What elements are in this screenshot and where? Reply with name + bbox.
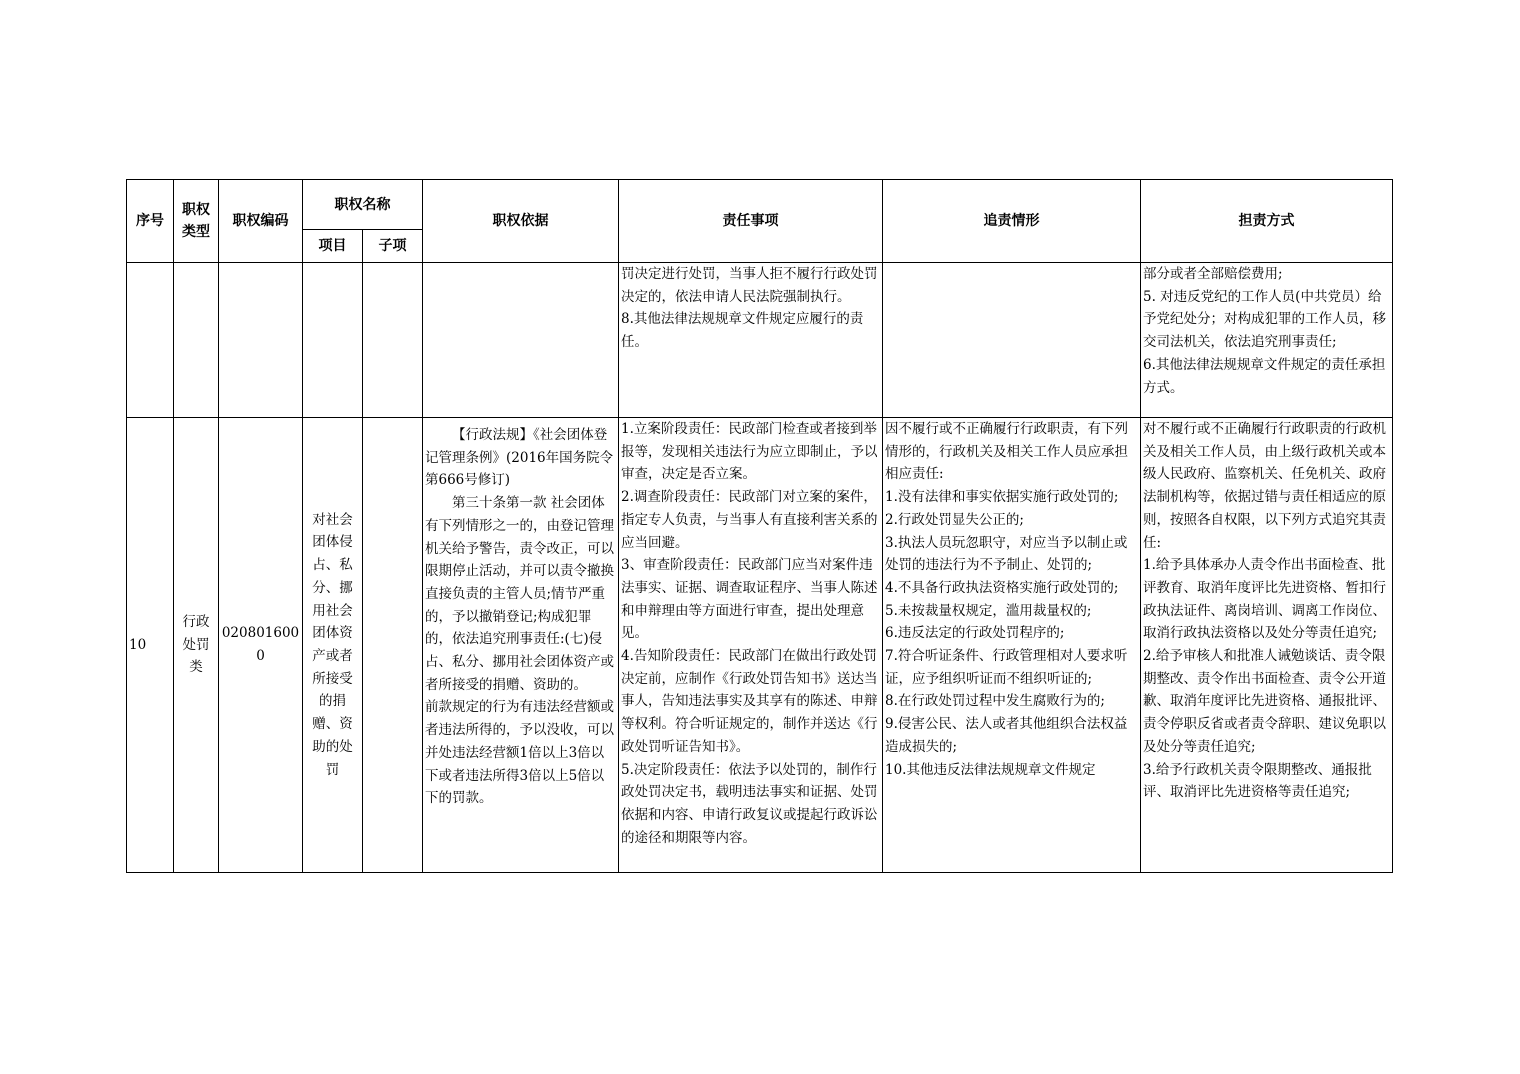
header-project: 项目 [303,230,363,263]
accountability-line: 9.侵害公民、法人或者其他组织合法权益造成损失的; [885,716,1128,755]
header-accountability: 追责情形 [883,180,1141,263]
row10-accountability [883,418,1141,873]
basis-paragraph-2: 第三十条第一款 社会团体有下列情形之一的，由登记管理机关给予警告，责令改正，可以限期停止活动，并可以责令撤换直接负责的主管人员;情节严重的，予以撤销登记;构成犯罪的，依法追究刑事责任:(七)侵占、私分、挪用社会团体资产或者所接受的捐赠、资助的。 [425,495,614,693]
table-row-continued [127,263,1393,418]
accountability-line: 10.其他违反法律法规规章文件规定 [885,761,1096,778]
cont-accountability [883,263,1141,418]
accountability-line: 6.违反法定的行政处罚程序的; [885,625,1065,642]
header-row-1 [127,180,1393,230]
cont-seq [127,263,174,418]
cont-project [303,263,363,418]
row10-subitem [363,418,423,873]
row10-method [1141,418,1393,873]
accountability-line: 3.执法人员玩忽职守，对应当予以制止或处罚的违法行为不予制止、处罚的; [885,534,1128,574]
basis-paragraph-3: 前款规定的行为有违法经营额或者违法所得的，予以没收，可以并处违法经营额1倍以上3倍以下或者违法所得3倍以上5倍以下的罚款。 [425,699,614,807]
cont-subitem [363,263,423,418]
cont-method-line: 6.其他法律法规规章文件规定的责任承担方式。 [1143,356,1386,396]
table-row-10 [127,418,1393,873]
accountability-line: 5.未按裁量权规定，滥用裁量权的; [885,602,1092,619]
basis-paragraph-1: 【行政法规】《社会团体登记管理条例》(2016年国务院令第666号修订) [425,427,614,489]
header-method: 担责方式 [1141,180,1393,263]
cont-code [219,263,303,418]
row10-code: 0208016000 [219,418,303,873]
cont-method [1141,263,1393,418]
cont-duty [619,263,883,418]
row10-project: 对社会团体侵占、私分、挪用社会团体资产或者所接受的捐赠、资助的处罚 [303,418,363,873]
row10-duty [619,418,883,873]
duty-line: 3、审查阶段责任：民政部门应当对案件违法事实、证据、调查取证程序、当事人陈述和申辩理由等方面进行审查，提出处理意见。 [621,557,878,642]
duty-line: 2.调查阶段责任：民政部门对立案的案件，指定专人负责，与当事人有直接利害关系的应当回避。 [621,489,878,551]
method-line: 对不履行或不正确履行行政职责的行政机关及相关工作人员，由上级行政机关或本级人民政府、监察机关、任免机关、政府法制机构等，依据过错与责任相适应的原则，按照各自权限，以下列方式追究其责任: [1143,421,1386,551]
duty-line: 1.立案阶段责任：民政部门检查或者接到举报等，发现相关违法行为应立即制止，予以审查，决定是否立案。 [621,421,878,483]
row10-basis [423,418,619,873]
accountability-line: 因不履行或不正确履行行政职责，有下列情形的，行政机关及相关工作人员应承担相应责任: [885,421,1128,483]
power-list-table [126,179,1393,873]
header-duty: 责任事项 [619,180,883,263]
accountability-line: 2.行政处罚显失公正的; [885,511,1024,528]
cont-duty-line: 8.其他法律法规规章文件规定应履行的责任。 [621,311,864,351]
accountability-line: 4.不具备行政执法资格实施行政处罚的; [885,579,1119,596]
header-name-group: 职权名称 [303,180,423,230]
header-seq: 序号 [127,180,174,263]
accountability-line: 1.没有法律和事实依据实施行政处罚的; [885,489,1119,506]
header-code: 职权编码 [219,180,303,263]
cont-method-line: 部分或者全部赔偿费用; [1143,266,1283,282]
cont-duty-line: 罚决定进行处罚，当事人拒不履行行政处罚决定的，依法申请人民法院强制执行。 [621,266,878,305]
accountability-line: 8.在行政处罚过程中发生腐败行为的; [885,693,1105,710]
duty-line: 4.告知阶段责任：民政部门在做出行政处罚决定前，应制作《行政处罚告知书》送达当事人，告知违法事实及其享有的陈述、申辩等权利。符合听证规定的，制作并送达《行政处罚听证告知书》。 [621,648,878,755]
cont-basis [423,263,619,418]
method-line: 2.给予审核人和批准人诫勉谈话、责令限期整改、责令作出书面检查、责令公开道歉、取消年度评比先进资格、通报批评、责令停职反省或者责令辞职、建议免职以及处分等责任追究; [1143,648,1386,755]
header-type: 职权类型 [174,180,219,263]
header-basis: 职权依据 [423,180,619,263]
row10-seq: 10 [127,418,174,873]
cont-type [174,263,219,418]
method-line: 1.给予具体承办人责令作出书面检查、批评教育、取消年度评比先进资格、暂扣行政执法证件、离岗培训、调离工作岗位、取消行政执法资格以及处分等责任追究; [1143,557,1386,642]
accountability-line: 7.符合听证条件、行政管理相对人要求听证，应予组织听证而不组织听证的; [885,648,1128,687]
method-line: 3.给予行政机关责令限期整改、通报批评、取消评比先进资格等责任追究; [1143,761,1372,801]
duty-line: 5.决定阶段责任：依法予以处罚的，制作行政处罚决定书，载明违法事实和证据、处罚依据和内容、申请行政复议或提起行政诉讼的途径和期限等内容。 [621,761,878,846]
cont-method-line: 5. 对违反党纪的工作人员(中共党员）给予党纪处分；对构成犯罪的工作人员，移交司法机关，依法追究刑事责任; [1143,288,1386,351]
header-subitem: 子项 [363,230,423,263]
row10-type: 行政处罚类 [174,418,219,873]
